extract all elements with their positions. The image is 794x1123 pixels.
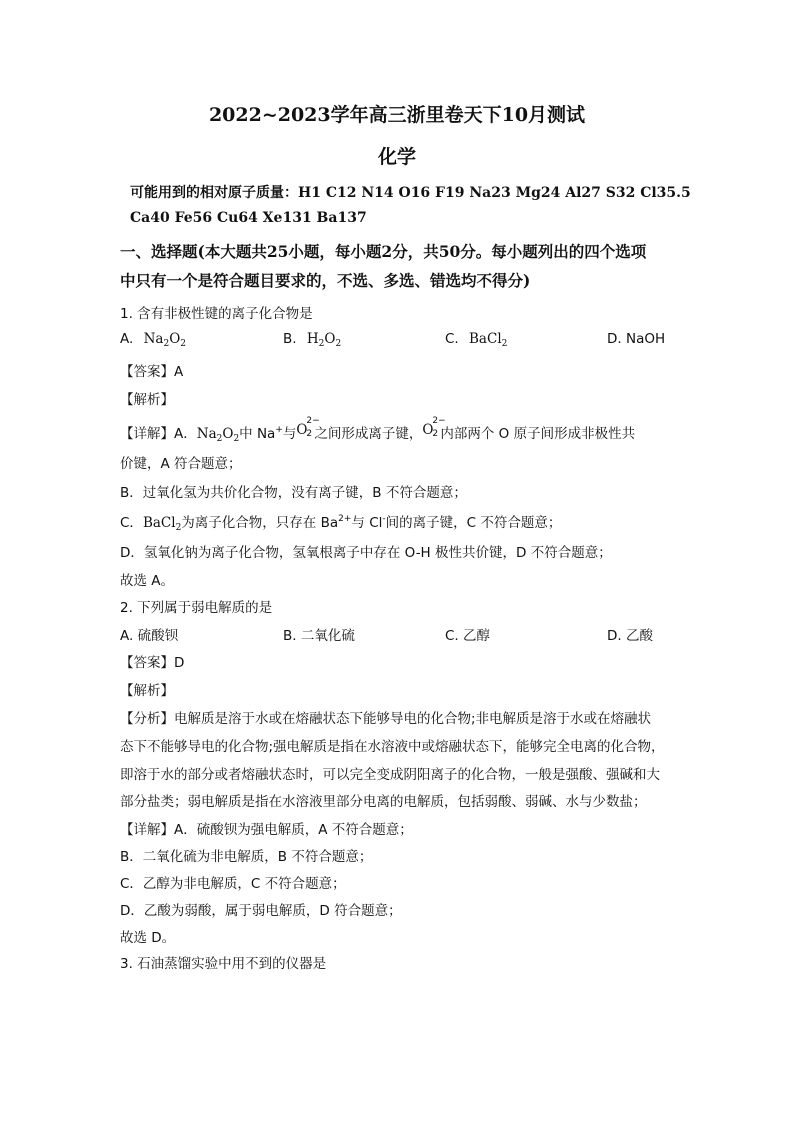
q2-analysis-line-4: 部分盐类；弱电解质是指在水溶液里部分电离的电解质，包括弱酸、弱碱、水与少数盐； [120, 794, 647, 810]
atomic-masses-line-1: 可能用到的相对原子质量：H1 C12 N14 O16 F19 Na23 Mg24 Al27 S32 Cl35.5 [130, 185, 691, 201]
q1-analysis-label: 【解析】 [120, 392, 174, 408]
q1-detail-c: C．BaCl$_2$为离子化合物，只存在 $Ba^{2+}$与 Cl-间的离子键，C 不符合题意； [120, 514, 562, 533]
q2-detail-b: B．二氧化硫为非电解质，B 不符合题意； [120, 849, 373, 865]
q2-option-b: B. 二氧化硫 [283, 628, 355, 644]
q1-conclusion: 故选 A。 [120, 573, 175, 589]
q2-detail-c: C．乙醇为非电解质，C 不符合题意； [120, 876, 346, 892]
q2-option-c: C. 乙醇 [445, 628, 491, 644]
q2-option-a: A. 硫酸钡 [120, 628, 179, 644]
q1-stem: 1. 含有非极性键的离子化合物是 [120, 306, 313, 322]
peroxide-ion-formula: O 2− 2 [422, 416, 446, 439]
q2-detail-d: D．乙酸为弱酸，属于弱电解质，D 符合题意； [120, 903, 402, 919]
q1-option-b: B. $H_2O_2$ [283, 331, 342, 349]
q1-option-c: C. BaCl$_2$ [445, 331, 508, 349]
section-instructions-line-2: 中只有一个是符合题目要求的，不选、多选、错选均不得分) [120, 271, 531, 290]
q1-detail-a-cont: 价键，A 符合题意； [120, 456, 242, 472]
q1-detail-a: 【详解】A．$Na_2O_2$中 Na+与 O 2− 2 之间形成离子键， O 2− 2 内部两个 O 原子间形成非极性共 [120, 416, 636, 444]
q2-analysis-line-1: 【分析】电解质是溶于水或在熔融状态下能够导电的化合物;非电解质是溶于水或在熔融状 [120, 711, 652, 727]
q2-analysis-line-2: 态下不能够导电的化合物;强电解质是指在水溶液中或熔融状态下，能够完全电离的化合物， [120, 739, 665, 755]
exam-subject: 化学 [377, 146, 416, 168]
section-instructions-line-1: 一、选择题(本大题共25小题，每小题2分，共50分。每小题列出的四个选项 [120, 242, 647, 261]
q3-stem: 3. 石油蒸馏实验中用不到的仪器是 [120, 956, 327, 972]
exam-title: 2022~2023学年高三浙里卷天下10月测试 [208, 104, 586, 126]
peroxide-ion-formula: O 2− 2 [296, 416, 320, 439]
atomic-masses-line-2: Ca40 Fe56 Cu64 Xe131 Ba137 [130, 210, 367, 226]
q1-answer: 【答案】A [120, 364, 184, 380]
q1-detail-b: B．过氧化氢为共价化合物，没有离子键，B 不符合题意； [120, 485, 467, 501]
q2-conclusion: 故选 D。 [120, 930, 176, 946]
q1-option-d: D. NaOH [607, 331, 666, 347]
q2-option-d: D. 乙酸 [607, 628, 653, 644]
q2-detail-a: 【详解】A．硫酸钡为强电解质，A 不符合题意； [120, 822, 413, 838]
q1-option-a: A. $Na_2O_2$ [120, 331, 187, 349]
q1-detail-d: D．氢氧化钠为离子化合物，氢氧根离子中存在 O-H 极性共价键，D 不符合题意； [120, 545, 612, 561]
q2-analysis-label: 【解析】 [120, 683, 174, 699]
q2-analysis-line-3: 即溶于水的部分或者熔融状态时，可以完全变成阴阳离子的化合物，一般是强酸、强碱和大 [120, 767, 660, 783]
q2-answer: 【答案】D [120, 655, 185, 671]
q2-stem: 2. 下列属于弱电解质的是 [120, 600, 273, 616]
